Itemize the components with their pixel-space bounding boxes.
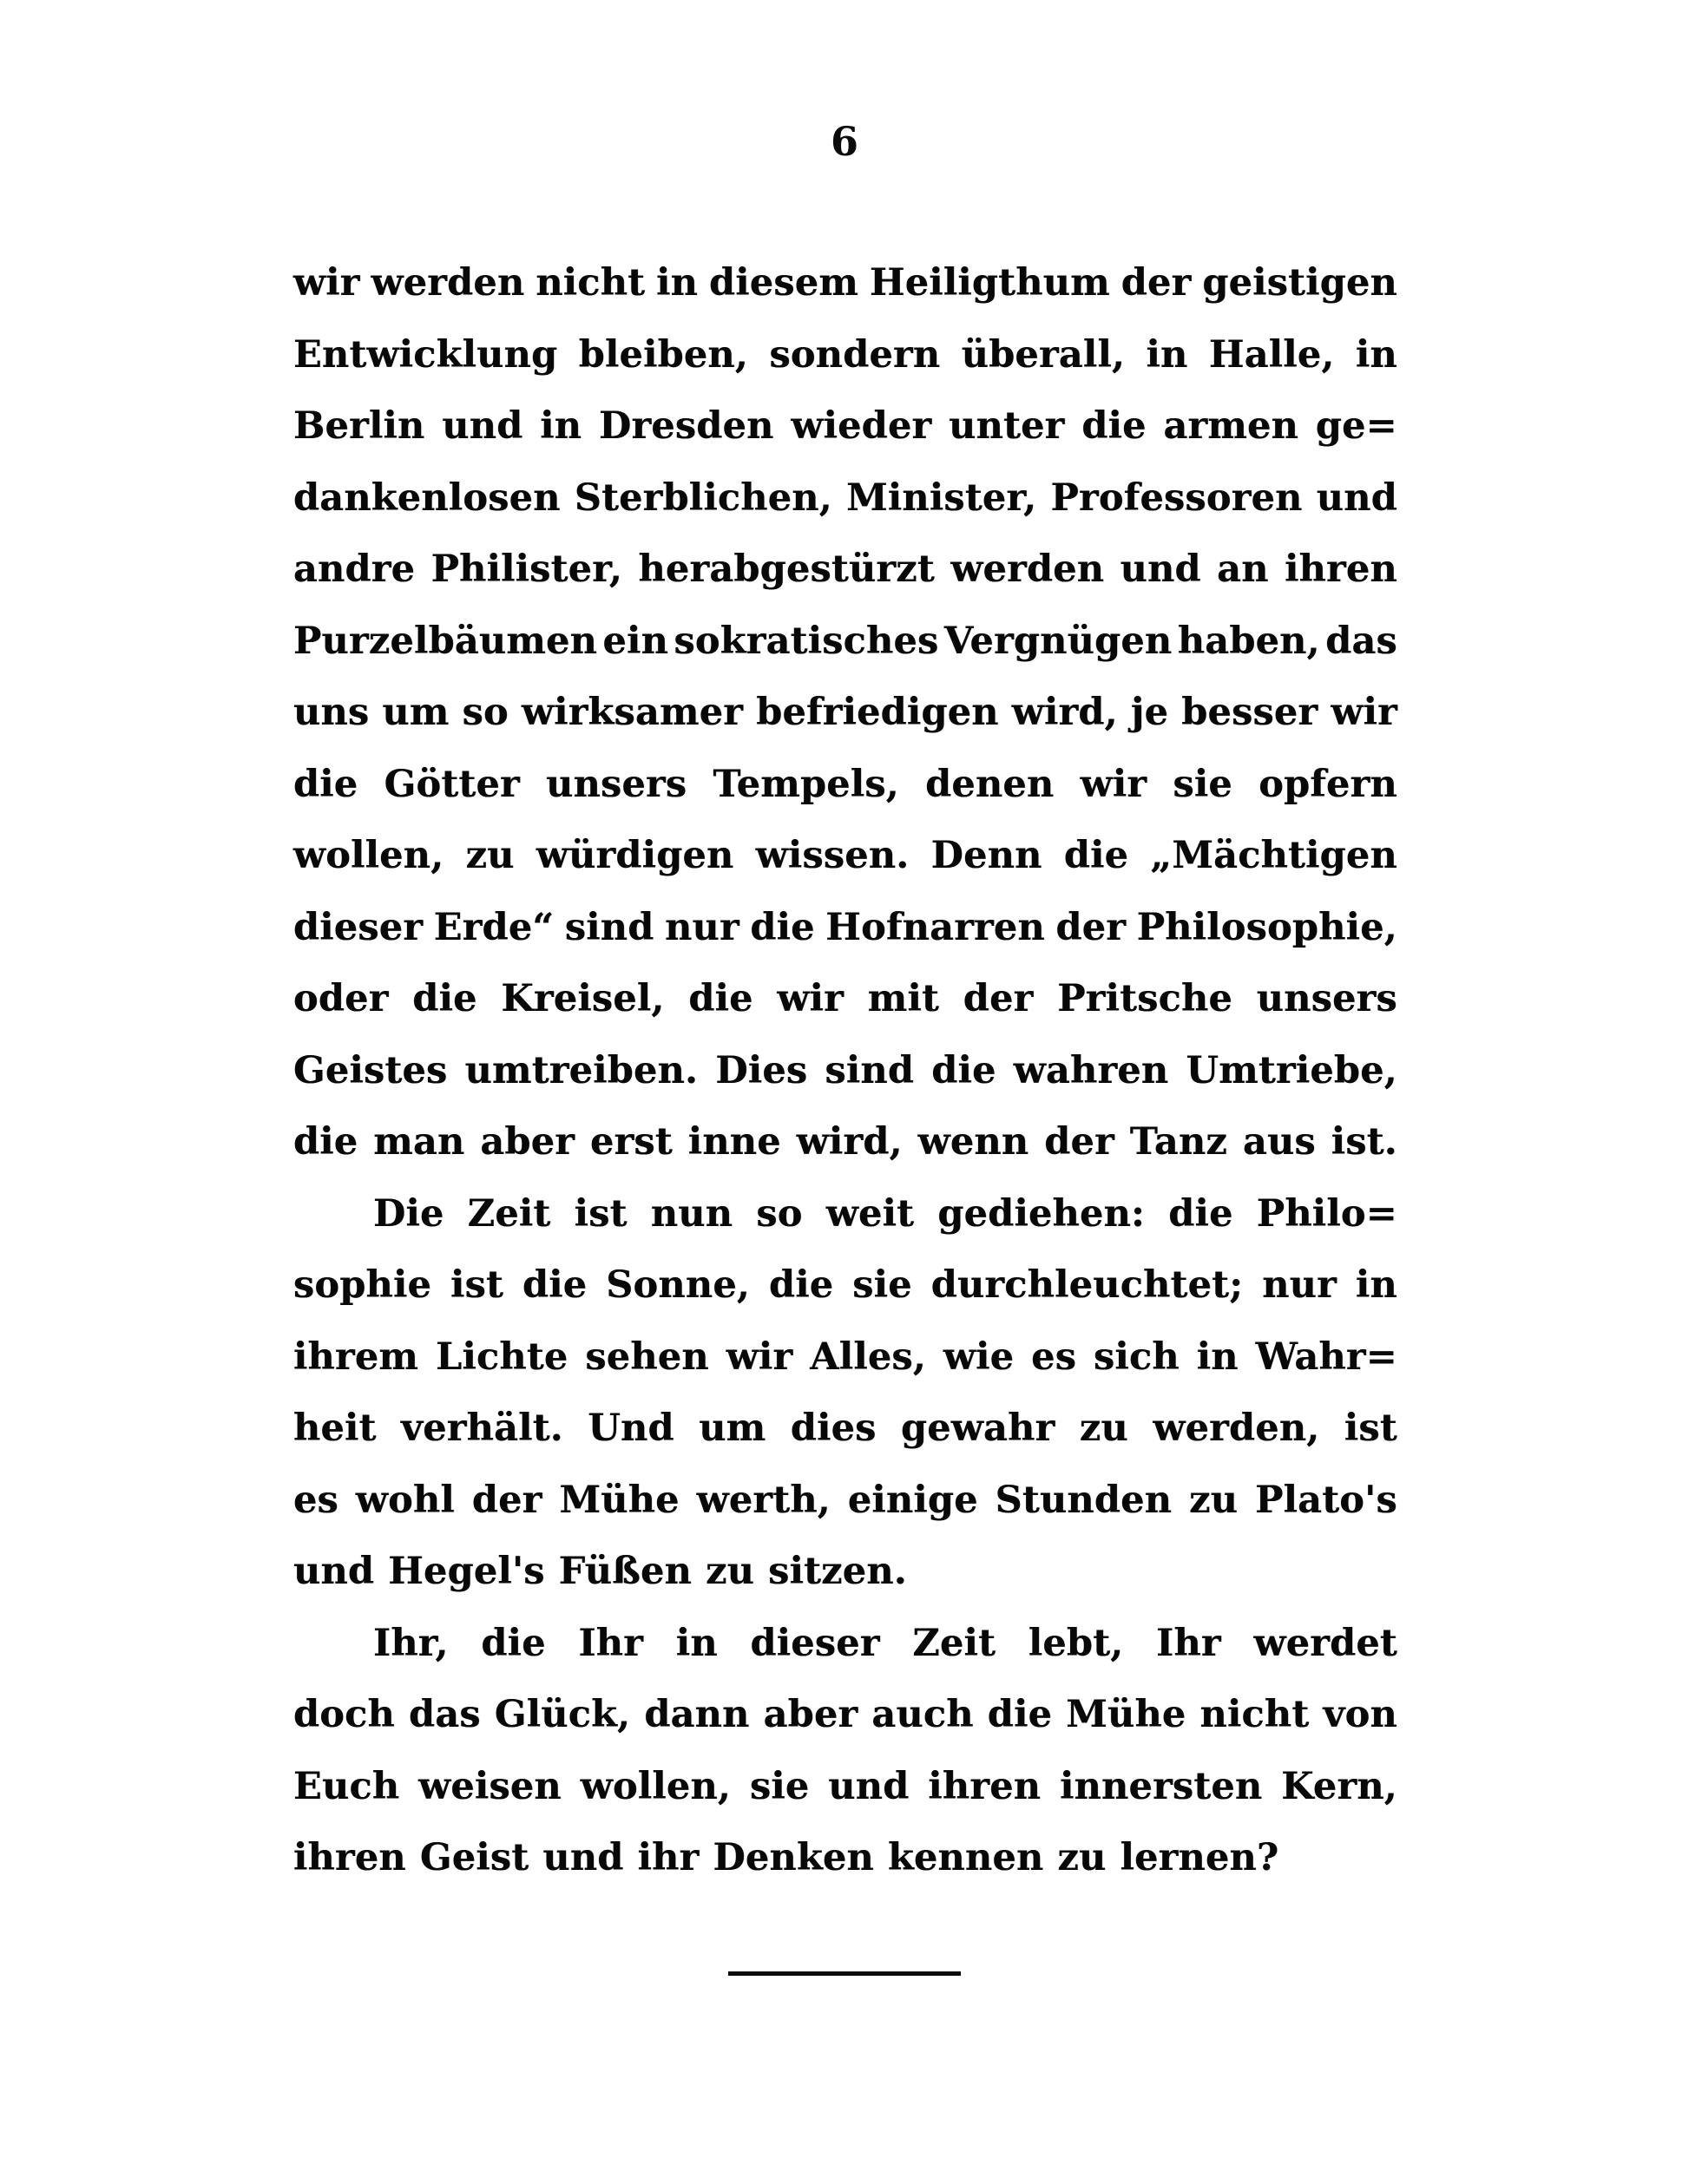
text-word: sehen (585, 1335, 709, 1379)
text-word: die (750, 905, 815, 949)
text-word: zu (1079, 1407, 1128, 1450)
text-word: wir (1080, 762, 1147, 806)
text-word: in (1146, 332, 1188, 377)
text-word: heit (293, 1407, 377, 1450)
text-word: Ihr (578, 1621, 644, 1665)
text-word: doch (293, 1693, 395, 1736)
text-word: ihrem (293, 1335, 419, 1379)
text-word: Sonne, (606, 1263, 751, 1307)
text-word: in (540, 404, 582, 448)
text-word: lebt, (1028, 1621, 1124, 1665)
text-line (293, 319, 1397, 391)
text-word: Stunden (995, 1478, 1173, 1522)
text-word: die (481, 1621, 546, 1665)
text-word: ge= (1315, 404, 1397, 448)
text-word: es (293, 1478, 338, 1522)
text-word: Hegel's (388, 1550, 545, 1593)
text-word: in (675, 1621, 718, 1665)
text-word: die (412, 977, 477, 1020)
text-word: überall, (961, 332, 1126, 377)
text-word: wirksamer (521, 691, 744, 734)
text-word: wollen, (293, 834, 444, 877)
text-word: der (471, 1478, 542, 1522)
section-divider (0, 1971, 1689, 1976)
text-word: Denken (713, 1836, 874, 1879)
text-word: wissen. (755, 834, 910, 877)
text-word: sie (749, 1764, 810, 1808)
text-word: dann (644, 1693, 750, 1736)
text-word: armen (1163, 404, 1299, 448)
text-word: die (1168, 1191, 1233, 1236)
text-line (293, 1822, 1397, 1894)
text-word: nur (1262, 1263, 1337, 1307)
text-line (293, 1465, 1397, 1537)
text-word: würdigen (536, 834, 734, 877)
text-word: mit (867, 977, 940, 1020)
text-word: erst (590, 1120, 673, 1164)
text-line (293, 1679, 1397, 1751)
text-word: die (293, 762, 358, 806)
text-word: einige (847, 1478, 978, 1522)
text-line (293, 677, 1397, 749)
text-line (293, 1035, 1397, 1107)
text-word: wir (726, 1335, 793, 1379)
text-word: die (688, 977, 753, 1020)
text-word: Götter (384, 762, 520, 806)
text-word: zu (465, 834, 515, 877)
text-word: Wahr= (1255, 1335, 1397, 1379)
text-word: zu (1057, 1836, 1107, 1879)
text-word: herabgestürzt (638, 548, 935, 591)
text-word: und (293, 1550, 375, 1593)
text-word: ist. (1331, 1120, 1397, 1164)
text-word: nicht (536, 261, 646, 305)
text-word: besser (1181, 691, 1318, 734)
text-word: sokratisches (674, 619, 939, 663)
text-word: der (1044, 1120, 1114, 1164)
text-word: oder (293, 977, 389, 1020)
text-word: sitzen. (768, 1550, 907, 1593)
text-word: und (542, 1836, 624, 1879)
text-word: und (1120, 548, 1201, 591)
text-word: Tanz (1129, 1120, 1228, 1164)
horizontal-rule-icon (728, 1971, 961, 1976)
text-line (293, 1322, 1397, 1394)
text-word: je (1130, 691, 1169, 734)
text-word: Tempels, (713, 762, 899, 806)
text-line (293, 1249, 1397, 1322)
text-line (293, 892, 1397, 964)
text-word: nur (665, 905, 739, 949)
text-word: die (931, 1048, 996, 1092)
text-word: wird, (796, 1120, 903, 1164)
text-word: bleiben, (578, 332, 749, 377)
text-word: Philosophie, (1136, 905, 1397, 949)
text-word: ist (574, 1191, 628, 1236)
text-word: ist (1344, 1407, 1397, 1450)
text-word: werden (371, 261, 525, 305)
text-word: denen (925, 762, 1055, 806)
text-word: und (828, 1764, 910, 1808)
text-word: Kreisel, (501, 977, 665, 1020)
text-word: sich (1094, 1335, 1180, 1379)
text-word: ihren (928, 1764, 1042, 1808)
text-line (293, 247, 1397, 319)
text-word: an (1217, 548, 1269, 591)
text-word: Und (588, 1407, 674, 1450)
text-word: opfern (1259, 762, 1397, 806)
text-line (293, 606, 1397, 678)
text-word: in (656, 261, 699, 305)
text-word: werden (950, 548, 1105, 591)
text-word: gewahr (901, 1407, 1055, 1450)
text-word: zu (1189, 1478, 1239, 1522)
text-word: in (1355, 1263, 1397, 1307)
text-word: ein (602, 619, 669, 663)
text-word: wieder (791, 404, 932, 448)
text-word: verhält. (401, 1407, 563, 1450)
text-word: Zeit (912, 1621, 996, 1665)
text-word: lernen? (1120, 1836, 1279, 1879)
text-word: wie (943, 1335, 1015, 1379)
text-word: das (409, 1693, 481, 1736)
page-number: 6 (830, 118, 858, 165)
text-line (293, 1106, 1397, 1178)
text-word: Plato's (1255, 1478, 1397, 1522)
text-word: wohl (355, 1478, 455, 1522)
text-line (293, 534, 1397, 606)
text-line (293, 963, 1397, 1035)
text-word: der (963, 977, 1034, 1020)
text-word: und (1316, 475, 1397, 520)
text-word: dankenlosen (293, 475, 561, 520)
text-word: nicht (1199, 1693, 1310, 1736)
text-word: geistigen (1202, 261, 1397, 305)
text-word: Füßen (558, 1550, 693, 1593)
text-word: gediehen: (937, 1191, 1146, 1236)
text-word: ihren (293, 1836, 406, 1879)
text-line (293, 749, 1397, 821)
text-word: Lichte (436, 1335, 568, 1379)
text-word: auch (871, 1693, 974, 1736)
text-line (293, 1608, 1397, 1680)
text-word: sie (1173, 762, 1232, 806)
text-word: man (373, 1120, 465, 1164)
text-word: wir (293, 261, 360, 305)
text-word: Berlin (293, 404, 425, 448)
text-word: Ihr, (373, 1621, 449, 1665)
text-word: ist (450, 1263, 504, 1307)
text-line (293, 1536, 1397, 1608)
text-word: Mühe (559, 1478, 680, 1522)
text-word: die (522, 1263, 588, 1307)
text-word: wahren (1013, 1048, 1169, 1092)
text-word: die (987, 1693, 1053, 1736)
text-word: Ihr (1156, 1621, 1221, 1665)
text-word: wollen, (580, 1764, 732, 1808)
text-word: in (1196, 1335, 1239, 1379)
text-word: nun (650, 1191, 733, 1236)
text-word: Kern, (1281, 1764, 1397, 1808)
text-word: es (1031, 1335, 1077, 1379)
text-word: dieser (750, 1621, 880, 1665)
text-word: Sterblichen, (574, 475, 832, 520)
text-word: aber (480, 1120, 575, 1164)
text-word: „Mächtigen (1150, 834, 1397, 877)
text-line (293, 820, 1397, 892)
text-word: Die (373, 1191, 444, 1236)
text-word: aus (1242, 1120, 1316, 1164)
text-word: dieser (293, 905, 424, 949)
text-word: werden, (1153, 1407, 1320, 1450)
text-word: Geistes (293, 1048, 448, 1092)
text-word: Philister, (430, 548, 623, 591)
text-word: durchleuchtet; (930, 1263, 1244, 1307)
text-word: haben, (1177, 619, 1320, 663)
text-word: von (1323, 1693, 1397, 1736)
text-word: Purzelbäumen (293, 619, 598, 663)
text-word: Denn (930, 834, 1042, 877)
text-word: Professoren (1050, 475, 1303, 520)
text-word: die (768, 1263, 834, 1307)
text-word: uns (293, 691, 370, 734)
text-word: das (1325, 619, 1397, 663)
text-word: inne (687, 1120, 781, 1164)
text-word: Umtriebe, (1186, 1048, 1397, 1092)
text-word: andre (293, 548, 416, 591)
text-line (293, 1178, 1397, 1250)
text-line (293, 1393, 1397, 1465)
text-word: diesem (709, 261, 859, 305)
text-word: so (756, 1191, 803, 1236)
text-word: sind (564, 905, 654, 949)
text-word: um (699, 1407, 766, 1450)
text-word: Pritsche (1057, 977, 1233, 1020)
text-word: wir (1331, 691, 1397, 734)
text-word: wenn (917, 1120, 1029, 1164)
text-word: Entwicklung (293, 332, 558, 377)
text-word: so (462, 691, 509, 734)
text-word: sie (852, 1263, 912, 1307)
text-word: befriedigen (756, 691, 999, 734)
text-word: weisen (418, 1764, 562, 1808)
text-word: umtreiben. (464, 1048, 699, 1092)
text-word: wird, (1011, 691, 1118, 734)
text-line (293, 462, 1397, 535)
text-word: Erde“ (433, 905, 555, 949)
text-word: werdet (1253, 1621, 1397, 1665)
text-word: dies (790, 1407, 877, 1450)
text-word: Philo= (1256, 1191, 1397, 1236)
text-word: weit (825, 1191, 915, 1236)
text-word: Zeit (467, 1191, 551, 1236)
body-text-block (293, 247, 1397, 1894)
text-word: Dies (715, 1048, 808, 1092)
text-word: Mühe (1066, 1693, 1186, 1736)
text-word: sind (825, 1048, 915, 1092)
text-word: Hofnarren (825, 905, 1045, 949)
text-word: Heiligthum (869, 261, 1110, 305)
text-word: die (1063, 834, 1129, 877)
text-word: Glück, (494, 1693, 631, 1736)
text-word: aber (763, 1693, 858, 1736)
text-word: Minister, (846, 475, 1037, 520)
text-word: die (1081, 404, 1147, 448)
text-word: Alles, (810, 1335, 927, 1379)
text-word: unsers (1256, 977, 1397, 1020)
text-word: Dresden (599, 404, 774, 448)
text-line (293, 390, 1397, 462)
text-word: der (1055, 905, 1127, 949)
text-word: die (293, 1120, 358, 1164)
text-word: innersten (1060, 1764, 1263, 1808)
text-word: werth, (696, 1478, 831, 1522)
text-word: unter (949, 404, 1065, 448)
text-word: ihr (637, 1836, 700, 1879)
text-word: zu (706, 1550, 755, 1593)
text-word: Geist (419, 1836, 529, 1879)
text-word: unsers (546, 762, 687, 806)
text-word: um (382, 691, 450, 734)
text-word: sophie (293, 1263, 432, 1307)
text-word: kennen (887, 1836, 1044, 1879)
text-word: wir (777, 977, 844, 1020)
text-word: ihren (1285, 548, 1397, 591)
text-word: Halle, (1208, 332, 1335, 377)
text-word: und (442, 404, 523, 448)
text-word: Euch (293, 1764, 400, 1808)
text-word: in (1355, 332, 1397, 377)
text-word: sondern (769, 332, 941, 377)
text-line (293, 1751, 1397, 1823)
text-word: der (1121, 261, 1192, 305)
text-word: Vergnügen (943, 619, 1173, 663)
